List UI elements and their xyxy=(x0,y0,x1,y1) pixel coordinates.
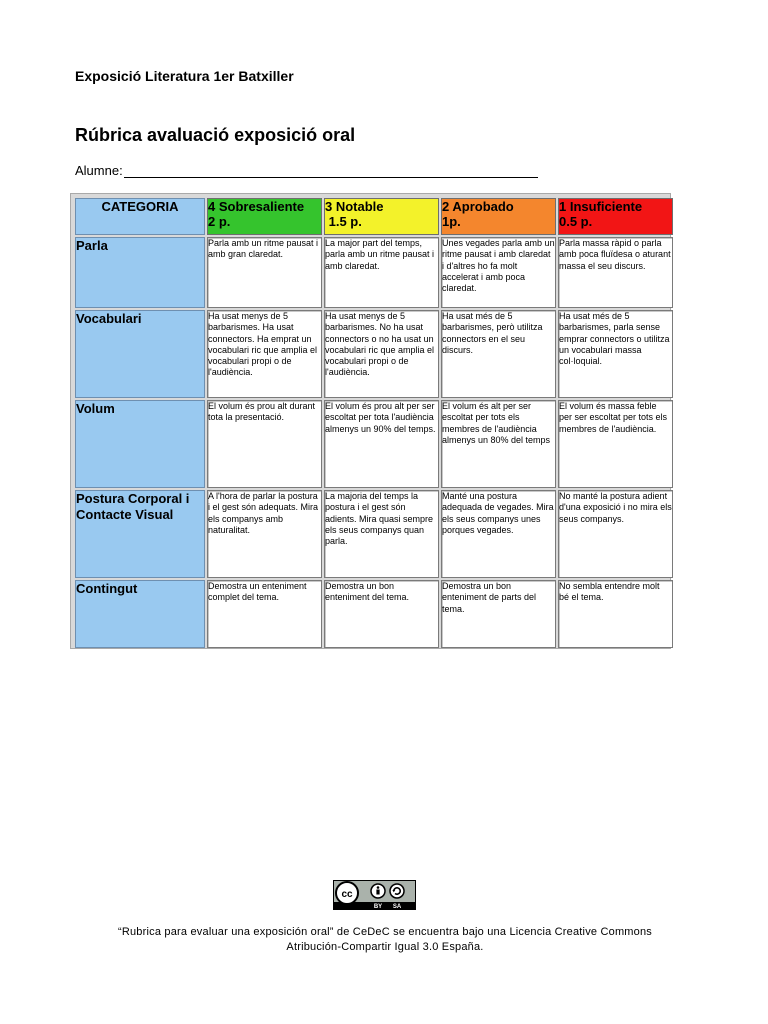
subject-heading: Exposició Literatura 1er Batxiller xyxy=(75,68,294,84)
level-points: 2 p. xyxy=(208,214,231,229)
creative-commons-badge-icon[interactable] xyxy=(333,880,416,910)
descriptor-cell: Ha usat menys de 5 barbarismes. Ha usat connectors. Ha emprat un vocabulari ric que amplia el vocabulari propi o de l'audiència. xyxy=(207,310,322,398)
descriptor-cell: A l'hora de parlar la postura i el gest són adequats. Mira els companys amb naturalitat. xyxy=(207,490,322,578)
student-name-line[interactable] xyxy=(124,165,538,178)
descriptor-cell: Unes vegades parla amb un ritme pausat i amb claredat i d'altres ho fa molt accelerat i amb poca claredat. xyxy=(441,237,556,308)
svg-text:cc: cc xyxy=(341,889,353,900)
student-field xyxy=(75,163,538,178)
level-name: 1 Insuficiente xyxy=(559,199,643,214)
descriptor-cell: Ha usat més de 5 barbarismes, però utilitza connectors en el seu discurs. xyxy=(441,310,556,398)
level-points: 1p. xyxy=(442,214,461,229)
criterion-row-vocabulari xyxy=(75,310,673,398)
license-line-1: “Rubrica para evaluar una exposición oral” de CeDeC se encuentra bajo una Licencia Creative Commons xyxy=(117,926,653,938)
license-notice xyxy=(40,925,730,955)
descriptor-cell: La major part del temps, parla amb un ritme pausat i amb claredat. xyxy=(324,237,439,308)
criterion-row-volum xyxy=(75,400,673,488)
criterion-label: Parla xyxy=(75,237,205,308)
page-title: Rúbrica avaluació exposició oral xyxy=(75,125,356,145)
rubric-table-frame xyxy=(70,193,671,649)
category-header: CATEGORIA xyxy=(75,198,205,235)
descriptor-cell: Demostra un enteniment complet del tema. xyxy=(207,580,322,648)
criterion-row-parla xyxy=(75,237,673,308)
level-name: 2 Aprobado xyxy=(442,199,514,214)
level-header-2 xyxy=(441,198,556,235)
criterion-label: Contingut xyxy=(75,580,205,648)
badge-sa-label: SA xyxy=(392,904,402,910)
descriptor-cell: El volum és prou alt durant tota la presentació. xyxy=(207,400,322,488)
descriptor-cell: No manté la postura adient d'una exposició i no mira els seus companys. xyxy=(558,490,673,578)
descriptor-cell: Ha usat menys de 5 barbarismes. No ha usat connectors o no ha usat un vocabulari ric que amplia el vocabulari propi o de l'audiència. xyxy=(324,310,439,398)
descriptor-cell: Parla amb un ritme pausat i amb gran claredat. xyxy=(207,237,322,308)
rubric-table xyxy=(73,196,675,650)
descriptor-cell: La majoria del temps la postura i el gest són adients. Mira quasi sempre els seus companys quan parla. xyxy=(324,490,439,578)
criterion-row-postura xyxy=(75,490,673,578)
license-line-2: Atribución-Compartir Igual 3.0 España. xyxy=(286,941,484,953)
descriptor-cell: El volum és alt per ser escoltat per tots els membres de l'audiència almenys un 80% del temps xyxy=(441,400,556,488)
level-points: 0.5 p. xyxy=(559,214,593,229)
level-header-3 xyxy=(324,198,439,235)
descriptor-cell: Demostra un bon enteniment de parts del tema. xyxy=(441,580,556,648)
badge-by-label: BY xyxy=(373,904,383,910)
criterion-label: Volum xyxy=(75,400,205,488)
level-header-1 xyxy=(558,198,673,235)
level-name: 3 Notable xyxy=(325,199,384,214)
criterion-label: Postura Corporal i Contacte Visual xyxy=(75,490,205,578)
descriptor-cell: El volum és massa feble per ser escoltat per tots els membres de l'audiència. xyxy=(558,400,673,488)
level-header-4 xyxy=(207,198,322,235)
descriptor-cell: El volum és prou alt per ser escoltat per tota l'audiència almenys un 90% del temps. xyxy=(324,400,439,488)
descriptor-cell: Demostra un bon enteniment del tema. xyxy=(324,580,439,648)
criterion-row-contingut xyxy=(75,580,673,648)
level-points: 1.5 p. xyxy=(325,214,362,229)
rubric-header-row xyxy=(75,198,673,235)
descriptor-cell: No sembla entendre molt bé el tema. xyxy=(558,580,673,648)
descriptor-cell: Manté una postura adequada de vegades. Mira els seus companys unes porques vegades. xyxy=(441,490,556,578)
descriptor-cell: Parla massa ràpid o parla amb poca fluïdesa o aturant massa el seu discurs. xyxy=(558,237,673,308)
descriptor-cell: Ha usat més de 5 barbarismes, parla sense emprar connectors o utilitza un vocabulari massa col·loquial. xyxy=(558,310,673,398)
share-alike-icon xyxy=(390,884,404,898)
level-name: 4 Sobresaliente xyxy=(208,199,305,214)
criterion-label: Vocabulari xyxy=(75,310,205,398)
student-label: Alumne: xyxy=(75,163,123,178)
